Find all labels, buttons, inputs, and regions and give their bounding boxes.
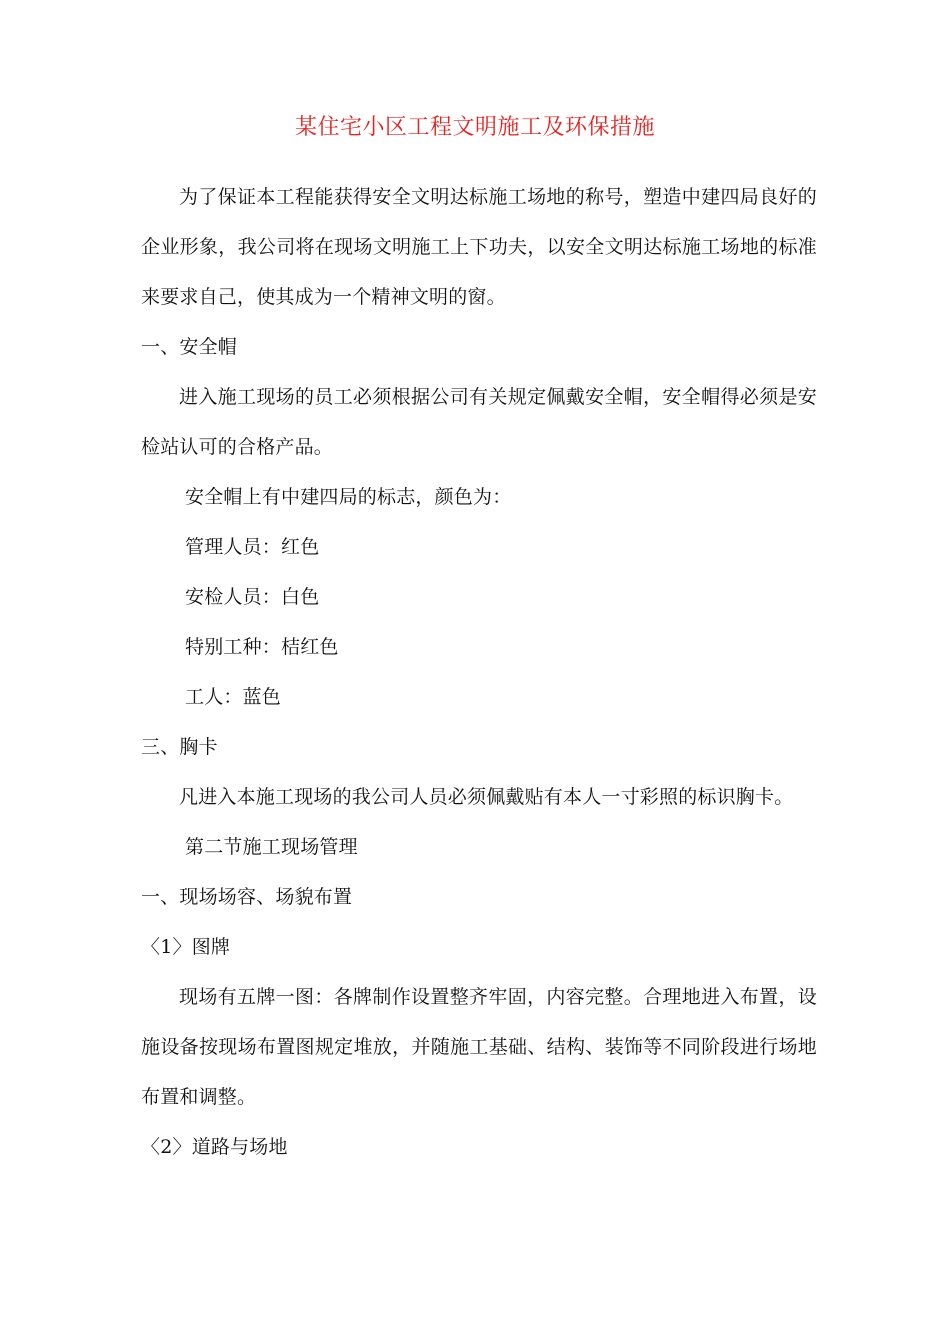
paragraph-badge-rule: 凡进入本施工现场的我公司人员必须佩戴贴有本人一寸彩照的标识胸卡。 bbox=[179, 786, 794, 808]
list-item-managers: 管理人员：红色 bbox=[185, 536, 320, 558]
document-title: 某住宅小区工程文明施工及环保措施 bbox=[294, 115, 655, 140]
heading-site-layout: 一、现场场容、场貌布置 bbox=[141, 886, 353, 908]
heading-badge: 三、胸卡 bbox=[141, 736, 218, 758]
list-item-inspectors: 安检人员：白色 bbox=[185, 586, 320, 608]
list-item-special-workers: 特别工种：桔红色 bbox=[185, 636, 339, 658]
paragraph-signboards: 现场有五牌一图：各牌制作设置整齐牢固，内容完整。合理地进入布置，设施设备按现场布置图规定堆放，并随施工基础、结构、装饰等不同阶段进行场地布置和调整。 bbox=[141, 986, 817, 1108]
heading-safety-helmet: 一、安全帽 bbox=[141, 336, 238, 358]
paragraph-helmet-rule: 进入施工现场的员工必须根据公司有关规定佩戴安全帽，安全帽得必须是安检站认可的合格产品。 bbox=[141, 386, 817, 458]
subheading-roads-and-site: 〈2〉道路与场地 bbox=[141, 1136, 288, 1158]
paragraph-intro: 为了保证本工程能获得安全文明达标施工场地的称号，塑造中建四局良好的企业形象，我公司将在现场文明施工上下功夫，以安全文明达标施工场地的标准来要求自己，使其成为一个精神文明的窗。 bbox=[141, 186, 817, 308]
paragraph-helmet-colors: 安全帽上有中建四局的标志，颜色为： bbox=[185, 486, 512, 508]
subheading-signboards: 〈1〉图牌 bbox=[141, 936, 231, 958]
section-heading-site-management: 第二节施工现场管理 bbox=[185, 836, 358, 858]
list-item-workers: 工人：蓝色 bbox=[185, 686, 282, 708]
document-body bbox=[141, 172, 817, 1172]
